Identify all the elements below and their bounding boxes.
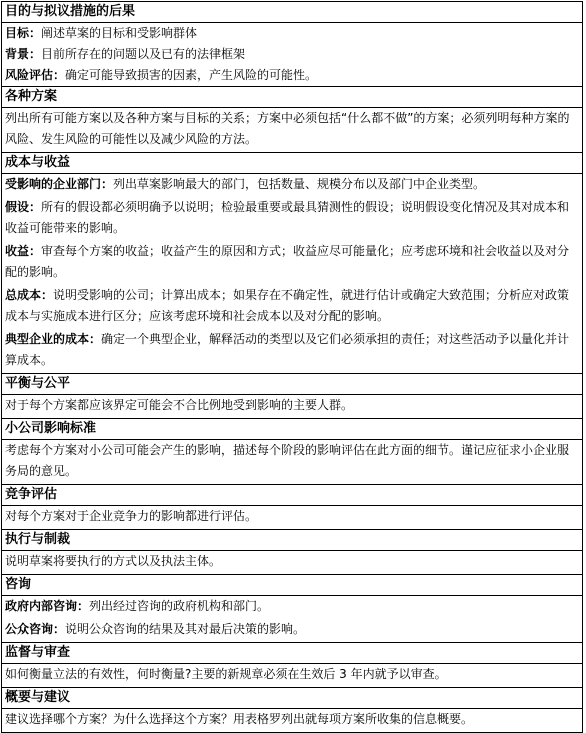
section-header-row [2,643,583,664]
item-term: 总成本 [5,288,42,302]
section-heading-purpose: 目的与拟议措施的后果 [2,2,583,23]
section-text: 考虑每个方案对小公司可能会产生的影响，描述每个阶段的影响评估在此方面的细节。谨记应征求小企业服务局的意见。 [5,443,570,478]
item-term: 风险评估 [5,68,54,82]
section-text: 对每个方案对于企业竞争力的影响都进行评估。 [5,509,258,523]
section-heading-options: 各种方案 [2,87,583,108]
item-text: 所有的假设都必须明确予以说明；检验最重要或最具猜测性的假设；说明假设变化情况及其对成本和收益可能带来的影响。 [5,200,570,235]
section-heading-competition: 竞争评估 [2,485,583,506]
item-text: 说明公众咨询的结果及其对最后决策的影响。 [65,622,306,636]
section-heading-consultation: 咨询 [2,575,583,596]
section-body-row [2,664,583,688]
section-body-purpose [2,23,583,87]
section-heading-costs: 成本与收益 [2,153,583,174]
item-separator: ： [29,26,42,40]
item-objective [5,23,579,44]
section-header-row [2,374,583,395]
section-header-row [2,575,583,596]
item-separator: ： [77,599,90,613]
section-text: 建议选择哪个方案？为什么选择这个方案？用表格罗列出就每项方案所收集的信息概要。 [5,712,474,726]
item-term: 公众咨询 [5,622,54,636]
item-separator: ： [89,332,102,346]
section-body-row [2,395,583,419]
item-term: 假设 [5,200,30,214]
item-internal-consultation [5,596,579,619]
item-term: 受影响的企业部门 [5,177,102,191]
item-separator: ： [29,200,42,214]
section-header-row [2,2,583,23]
section-body-options [2,108,583,153]
item-text: 审查每个方案的收益；收益产生的原因和方式；收益应尽可能量化；应考虑环境和社会收益以及对分配的影响。 [5,244,570,279]
section-text: 列出所有可能方案以及各种方案与目标的关系；方案中必须包括“什么都不做”的方案；必须列明每种方案的风险、发生风险的可能性以及减少风险的方法。 [5,111,570,146]
item-separator: ： [53,622,66,636]
item-assumptions [5,197,579,241]
section-header-row [2,153,583,174]
item-separator: ： [29,47,42,61]
section-body-row [2,174,583,374]
section-header-row [2,530,583,551]
section-body-monitoring [2,664,583,688]
item-risk-assessment [5,65,579,86]
section-text: 如何衡量立法的有效性，何时衡量?主要的新规章必须在生效后 3 年内就予以审查。 [5,667,447,681]
section-body-competition [2,506,583,530]
item-benefits [5,241,579,285]
item-term: 政府内部咨询 [5,599,78,613]
section-header-row [2,485,583,506]
section-heading-enforcement: 执行与制裁 [2,530,583,551]
section-body-row [2,440,583,485]
item-separator: ： [101,177,114,191]
section-body-costs [2,174,583,374]
section-text: 说明草案将要执行的方式以及执法主体。 [5,554,222,568]
item-text: 确定可能导致损害的因素，产生风险的可能性。 [65,68,318,82]
section-header-row [2,688,583,709]
item-text: 阐述草案的目标和受影响群体 [41,26,198,40]
section-heading-summary: 概要与建议 [2,688,583,709]
item-public-consultation [5,619,579,642]
item-total-cost [5,285,579,329]
section-body-consultation [2,596,583,643]
item-separator: ： [29,244,42,258]
item-text: 列出草案影响最大的部门，包括数量、规模分布以及部门中企业类型。 [113,177,486,191]
item-term: 典型企业的成本 [5,332,90,346]
item-text: 说明受影响的公司；计算出成本；如果存在不确定性，就进行估计或确定大致范围；分析应对政策成本与实施成本进行区分；应该考虑环境和社会成本以及对分配的影响。 [5,288,570,323]
section-body-small-business [2,440,583,485]
item-background [5,44,579,65]
item-separator: ： [41,288,54,302]
section-body-row [2,23,583,87]
item-separator: ： [53,68,66,82]
item-term: 目标 [5,26,30,40]
section-heading-monitoring: 监督与审查 [2,643,583,664]
regulatory-impact-table [1,1,583,733]
section-heading-equity: 平衡与公平 [2,374,583,395]
section-heading-small-business: 小公司影响标准 [2,419,583,440]
section-body-row [2,506,583,530]
section-header-row [2,87,583,108]
section-body-row [2,596,583,643]
regulatory-impact-document [1,1,585,733]
section-body-equity [2,395,583,419]
item-typical-firm-cost [5,329,579,373]
section-body-enforcement [2,551,583,575]
section-body-row [2,551,583,575]
section-text: 对于每个方案都应该界定可能会不合比例地受到影响的主要人群。 [5,398,354,412]
item-term: 背景 [5,47,30,61]
item-affected-sectors [5,174,579,197]
item-text: 目前所存在的问题以及已有的法律框架 [41,47,246,61]
section-header-row [2,419,583,440]
section-body-row [2,108,583,153]
item-text: 确定一个典型企业，解释活动的类型以及它们必须承担的责任；对这些活动予以量化并计算成本。 [5,332,570,367]
item-term: 收益 [5,244,30,258]
item-text: 列出经过咨询的政府机构和部门。 [89,599,270,613]
